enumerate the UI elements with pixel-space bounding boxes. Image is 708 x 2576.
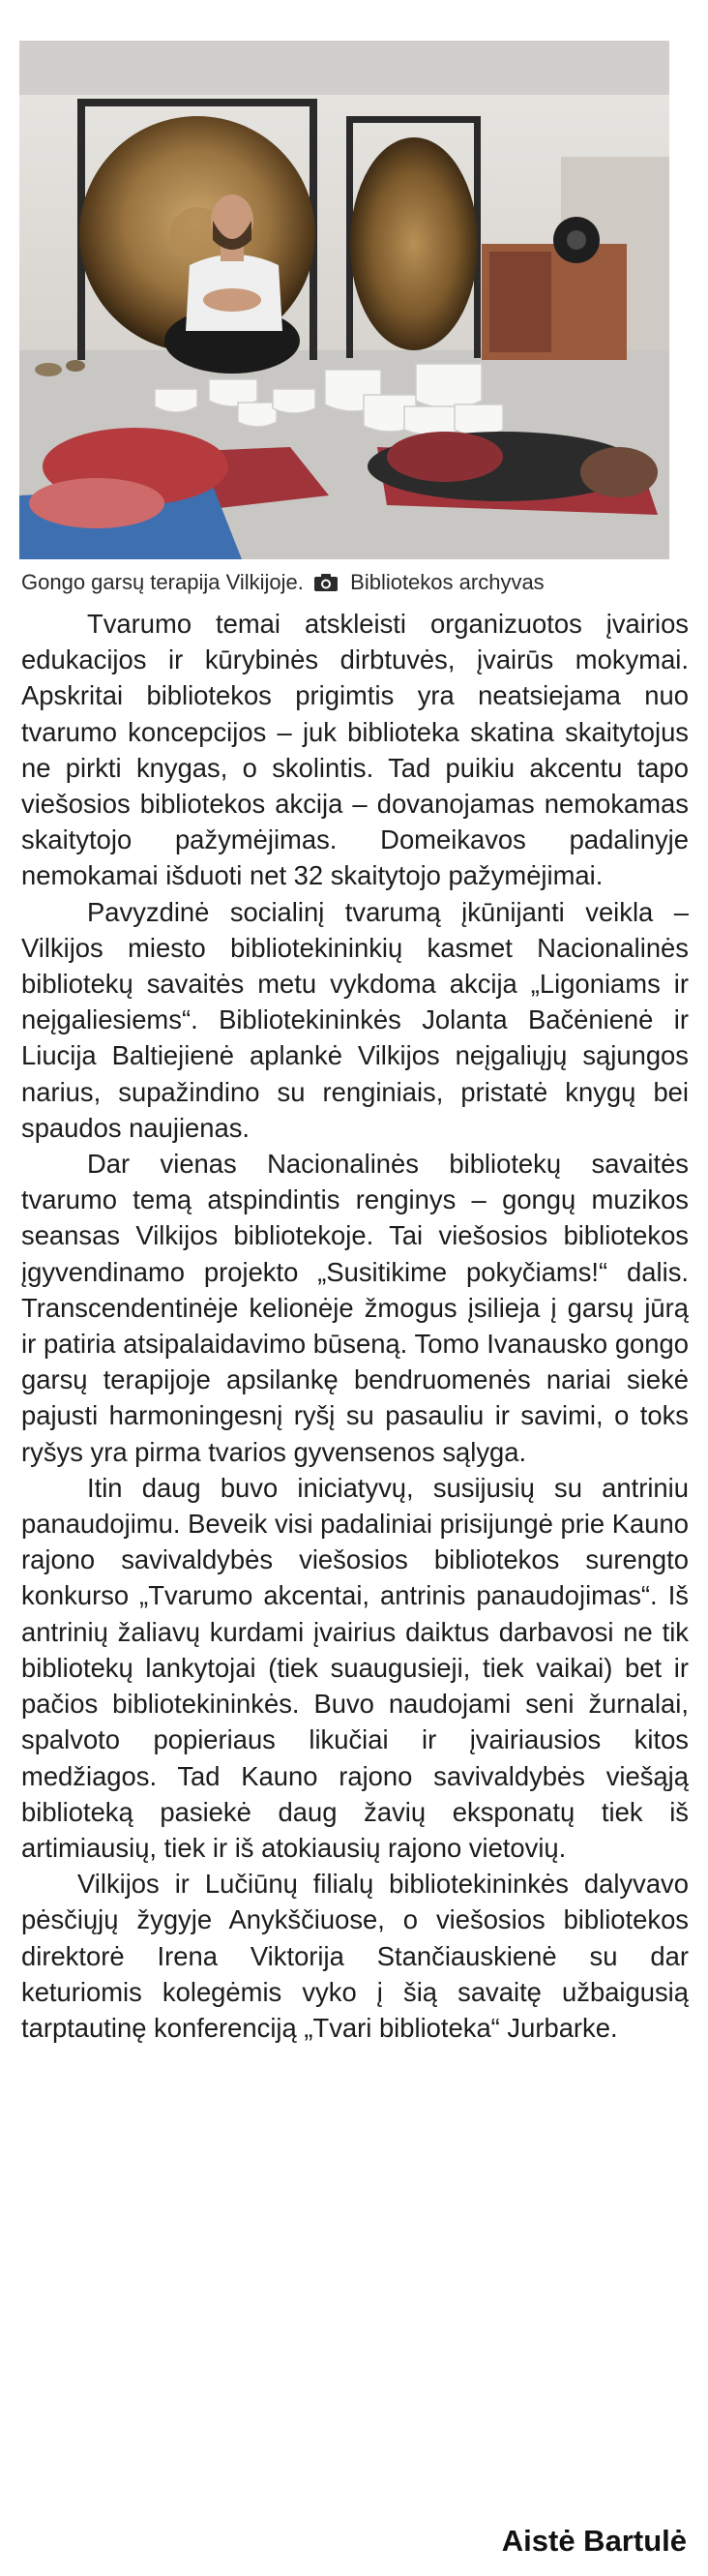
photo-caption bbox=[21, 565, 679, 600]
article-paragraph: Dar vienas Nacionalinės bibliotekų savaitės tvarumo temą atspindintis renginys – gongų muzikos seansas Vilkijos bibliotekoje. Tai viešosios bibliotekos įgyvendinamo projekto „Susitikime pokyčiams!“ dalis. Transcendentinėje kelionėje žmogus įsilieja į garsų jūrą ir patiria atsipalaidavimo būseną. Tomo Ivanausko gongo garsų terapijoje apsilankę bendruomenės nariai siekė pajusti harmoningesnį ryšį su pasauliu ir savimi, o toks ryšys yra pirma tvarios gyvensenos sąlyga. bbox=[21, 1149, 689, 1467]
article-photo bbox=[19, 41, 669, 559]
article-body bbox=[21, 606, 689, 2046]
article-paragraph: Tvarumo temai atskleisti organizuotos įvairios edukacijos ir kūrybinės dirbtuvės, įvairūs mokymai. Apskritai bibliotekos prigimtis yra neatsiejama nuo tvarumo koncepcijos – juk biblioteka skatina skaitytojus ne pirkti knygas, o skolintis. Tad puikiu akcentu tapo viešosios bibliotekos akcija – dovanojamas nemokamas skaitytojo pažymėjimas. Domeikavos padalinyje nemokamai išduoti net 32 skaitytojo pažymėjimai. bbox=[21, 609, 689, 891]
article-paragraph: Vilkijos ir Lučiūnų filialų bibliotekininkės dalyvavo pėsčiųjų žygyje Anykščiuose, o viešosios bibliotekos direktorė Irena Viktorija Stančiauskienė su dar keturiomis kolegėmis vyko į šią savaitę užbaigusią tarptautinę konferenciją „Tvari biblioteka“ Jurbarke. bbox=[21, 1869, 689, 2043]
caption-credit: Bibliotekos archyvas bbox=[350, 570, 545, 594]
article-paragraph: Pavyzdinė socialinį tvarumą įkūnijanti veikla – Vilkijos miesto bibliotekininkių kasmet Nacionalinės bibliotekų savaitės metu vykdoma akcija „Ligoniams ir neįgaliesiems“. Bibliotekininkės Jolanta Bačėnienė ir Liucija Baltiejienė aplankė Vilkijos neįgaliųjų sąjungos narius, supažindino su renginiais, pristatė knygų bei spaudos naujienas. bbox=[21, 896, 689, 1143]
camera-icon bbox=[313, 568, 339, 603]
author-name: Aistė Bartulė bbox=[501, 2524, 687, 2558]
article-paragraph: Itin daug buvo iniciatyvų, susijusių su antriniu panaudojimu. Beveik visi padaliniai prisijungė prie Kauno rajono savivaldybės viešosios bibliotekos surengto konkurso „Tvarumo akcentai, antrinis panaudojimas“. Iš antrinių žaliavų kurdami įvairius daiktus darbavosi ne tik bibliotekų lankytojai (tiek suaugusieji, tiek vaikai) bet ir pačios bibliotekininkės. Buvo naudojami seni žurnalai, spalvoto popieriaus likučiai ir įvairiausios kitos medžiagos. Tad Kauno rajono savivaldybės viešąją biblioteką pasiekė daug žavių eksponatų tiek iš artimiausių, tiek ir iš atokiausių rajono vietovių. bbox=[21, 1472, 689, 1863]
gong-therapy-photo bbox=[19, 41, 669, 559]
caption-text: Gongo garsų terapija Vilkijoje. bbox=[21, 570, 304, 594]
